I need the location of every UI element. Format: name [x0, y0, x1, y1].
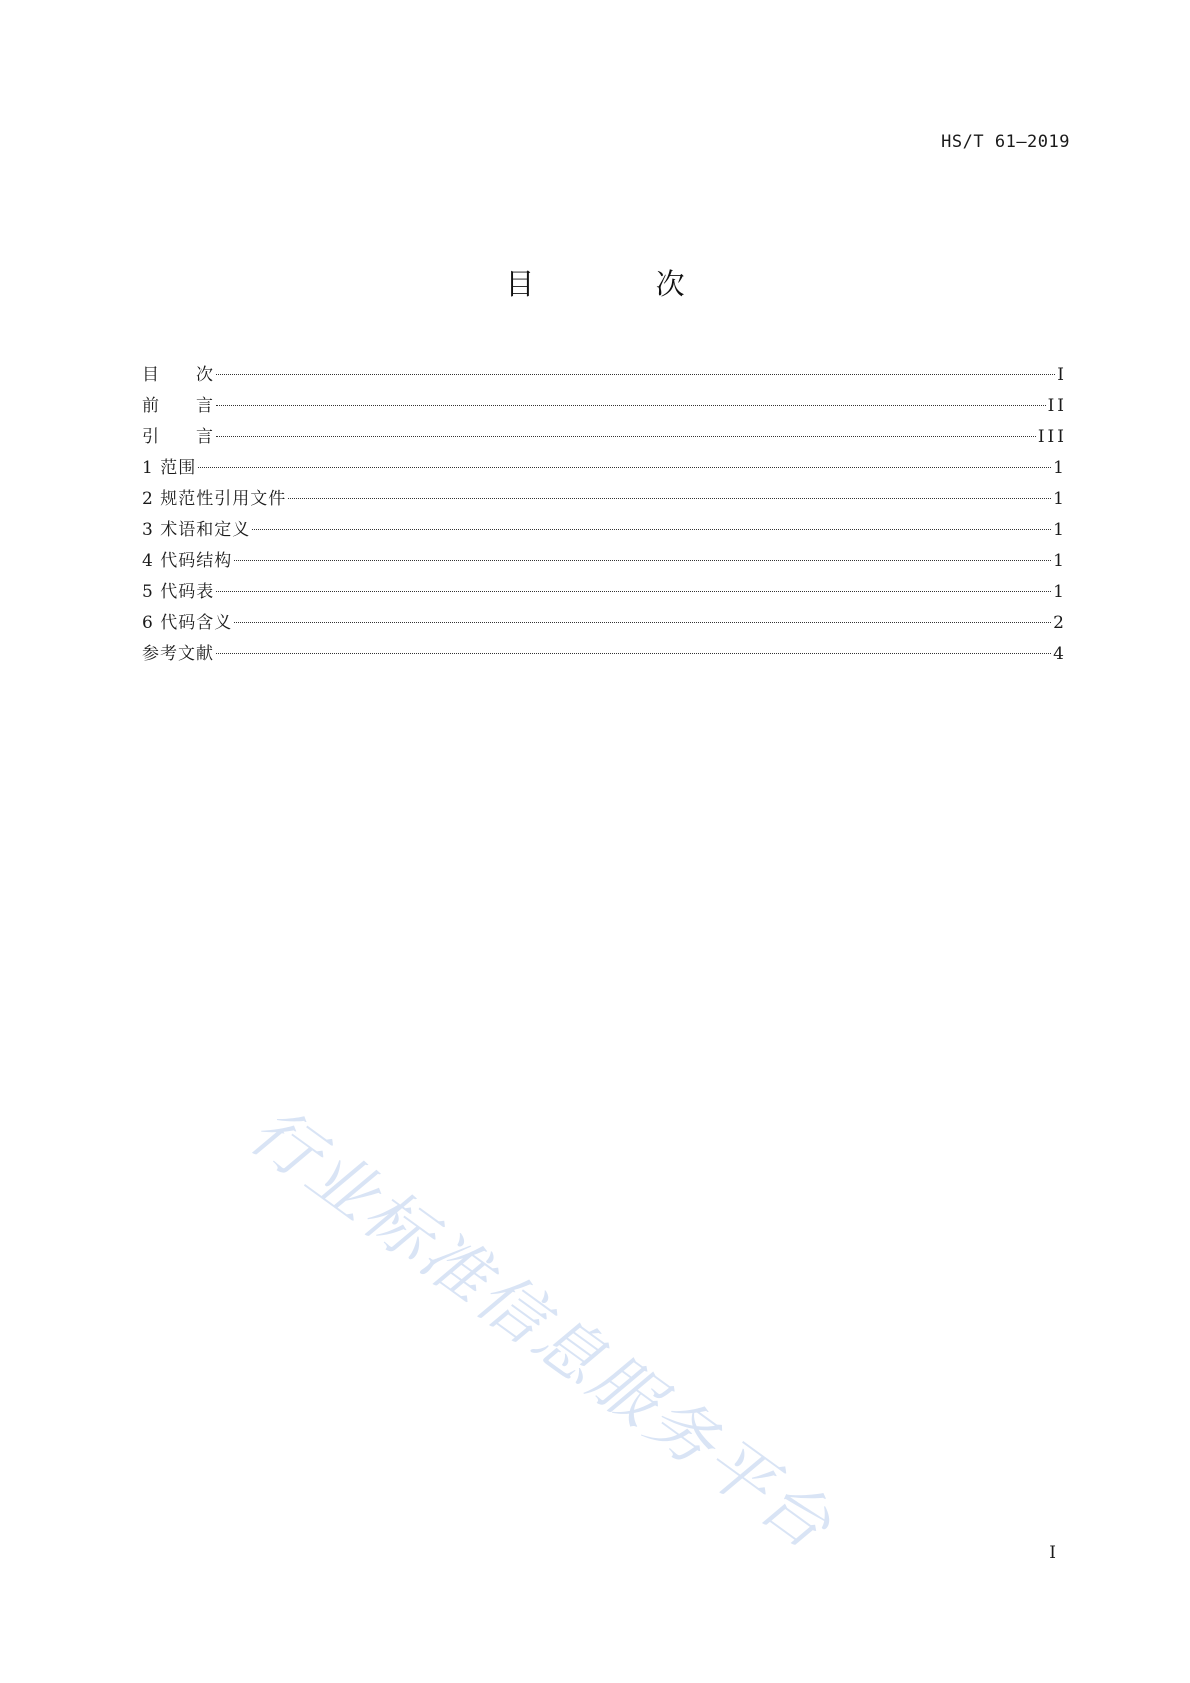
toc-dot-leader: [252, 529, 1051, 530]
page-number: I: [1049, 1543, 1056, 1563]
toc-entry[interactable]: [142, 360, 1067, 391]
toc-dot-leader: [234, 560, 1051, 561]
standard-code: HS/T 61—2019: [941, 132, 1070, 152]
toc-dot-leader: [198, 467, 1051, 468]
toc-dot-leader: [216, 436, 1036, 437]
toc-dot-leader: [216, 653, 1051, 654]
toc-entry-page: 1: [1053, 551, 1067, 571]
table-of-contents: [142, 360, 1067, 670]
toc-entry-page: 1: [1053, 458, 1067, 478]
toc-dot-leader: [216, 405, 1046, 406]
toc-entry-page: 4: [1053, 644, 1067, 664]
toc-entry-page: 1: [1053, 489, 1067, 509]
toc-entry[interactable]: [142, 515, 1067, 546]
toc-entry-label: 6 代码含义: [142, 613, 233, 633]
toc-entry-label: 参考文献: [142, 644, 214, 664]
toc-entry-page: I: [1057, 365, 1067, 385]
toc-dot-leader: [234, 622, 1051, 623]
toc-entry[interactable]: [142, 577, 1067, 608]
toc-entry-label: 5 代码表: [142, 582, 215, 602]
page-title: 目 次: [505, 267, 741, 301]
toc-entry[interactable]: [142, 639, 1067, 670]
toc-entry-label: 2 规范性引用文件: [142, 489, 287, 509]
toc-dot-leader: [216, 591, 1051, 592]
toc-entry-label: 目 次: [142, 365, 214, 385]
toc-entry[interactable]: [142, 484, 1067, 515]
watermark: 行业标准信息服务平台: [235, 1092, 848, 1566]
toc-entry-label: 前 言: [142, 396, 214, 416]
toc-entry[interactable]: [142, 546, 1067, 577]
toc-entry-page: 1: [1053, 582, 1067, 602]
toc-entry-page: II: [1047, 396, 1067, 416]
toc-dot-leader: [288, 498, 1051, 499]
toc-entry-page: III: [1037, 427, 1067, 447]
toc-entry-page: 2: [1053, 613, 1067, 633]
toc-entry-page: 1: [1053, 520, 1067, 540]
toc-entry-label: 3 术语和定义: [142, 520, 251, 540]
toc-entry-label: 4 代码结构: [142, 551, 233, 571]
toc-dot-leader: [216, 374, 1055, 375]
toc-entry[interactable]: [142, 608, 1067, 639]
toc-entry[interactable]: [142, 391, 1067, 422]
toc-entry[interactable]: [142, 422, 1067, 453]
toc-entry-label: 1 范围: [142, 458, 197, 478]
toc-entry[interactable]: [142, 453, 1067, 484]
toc-entry-label: 引 言: [142, 427, 214, 447]
